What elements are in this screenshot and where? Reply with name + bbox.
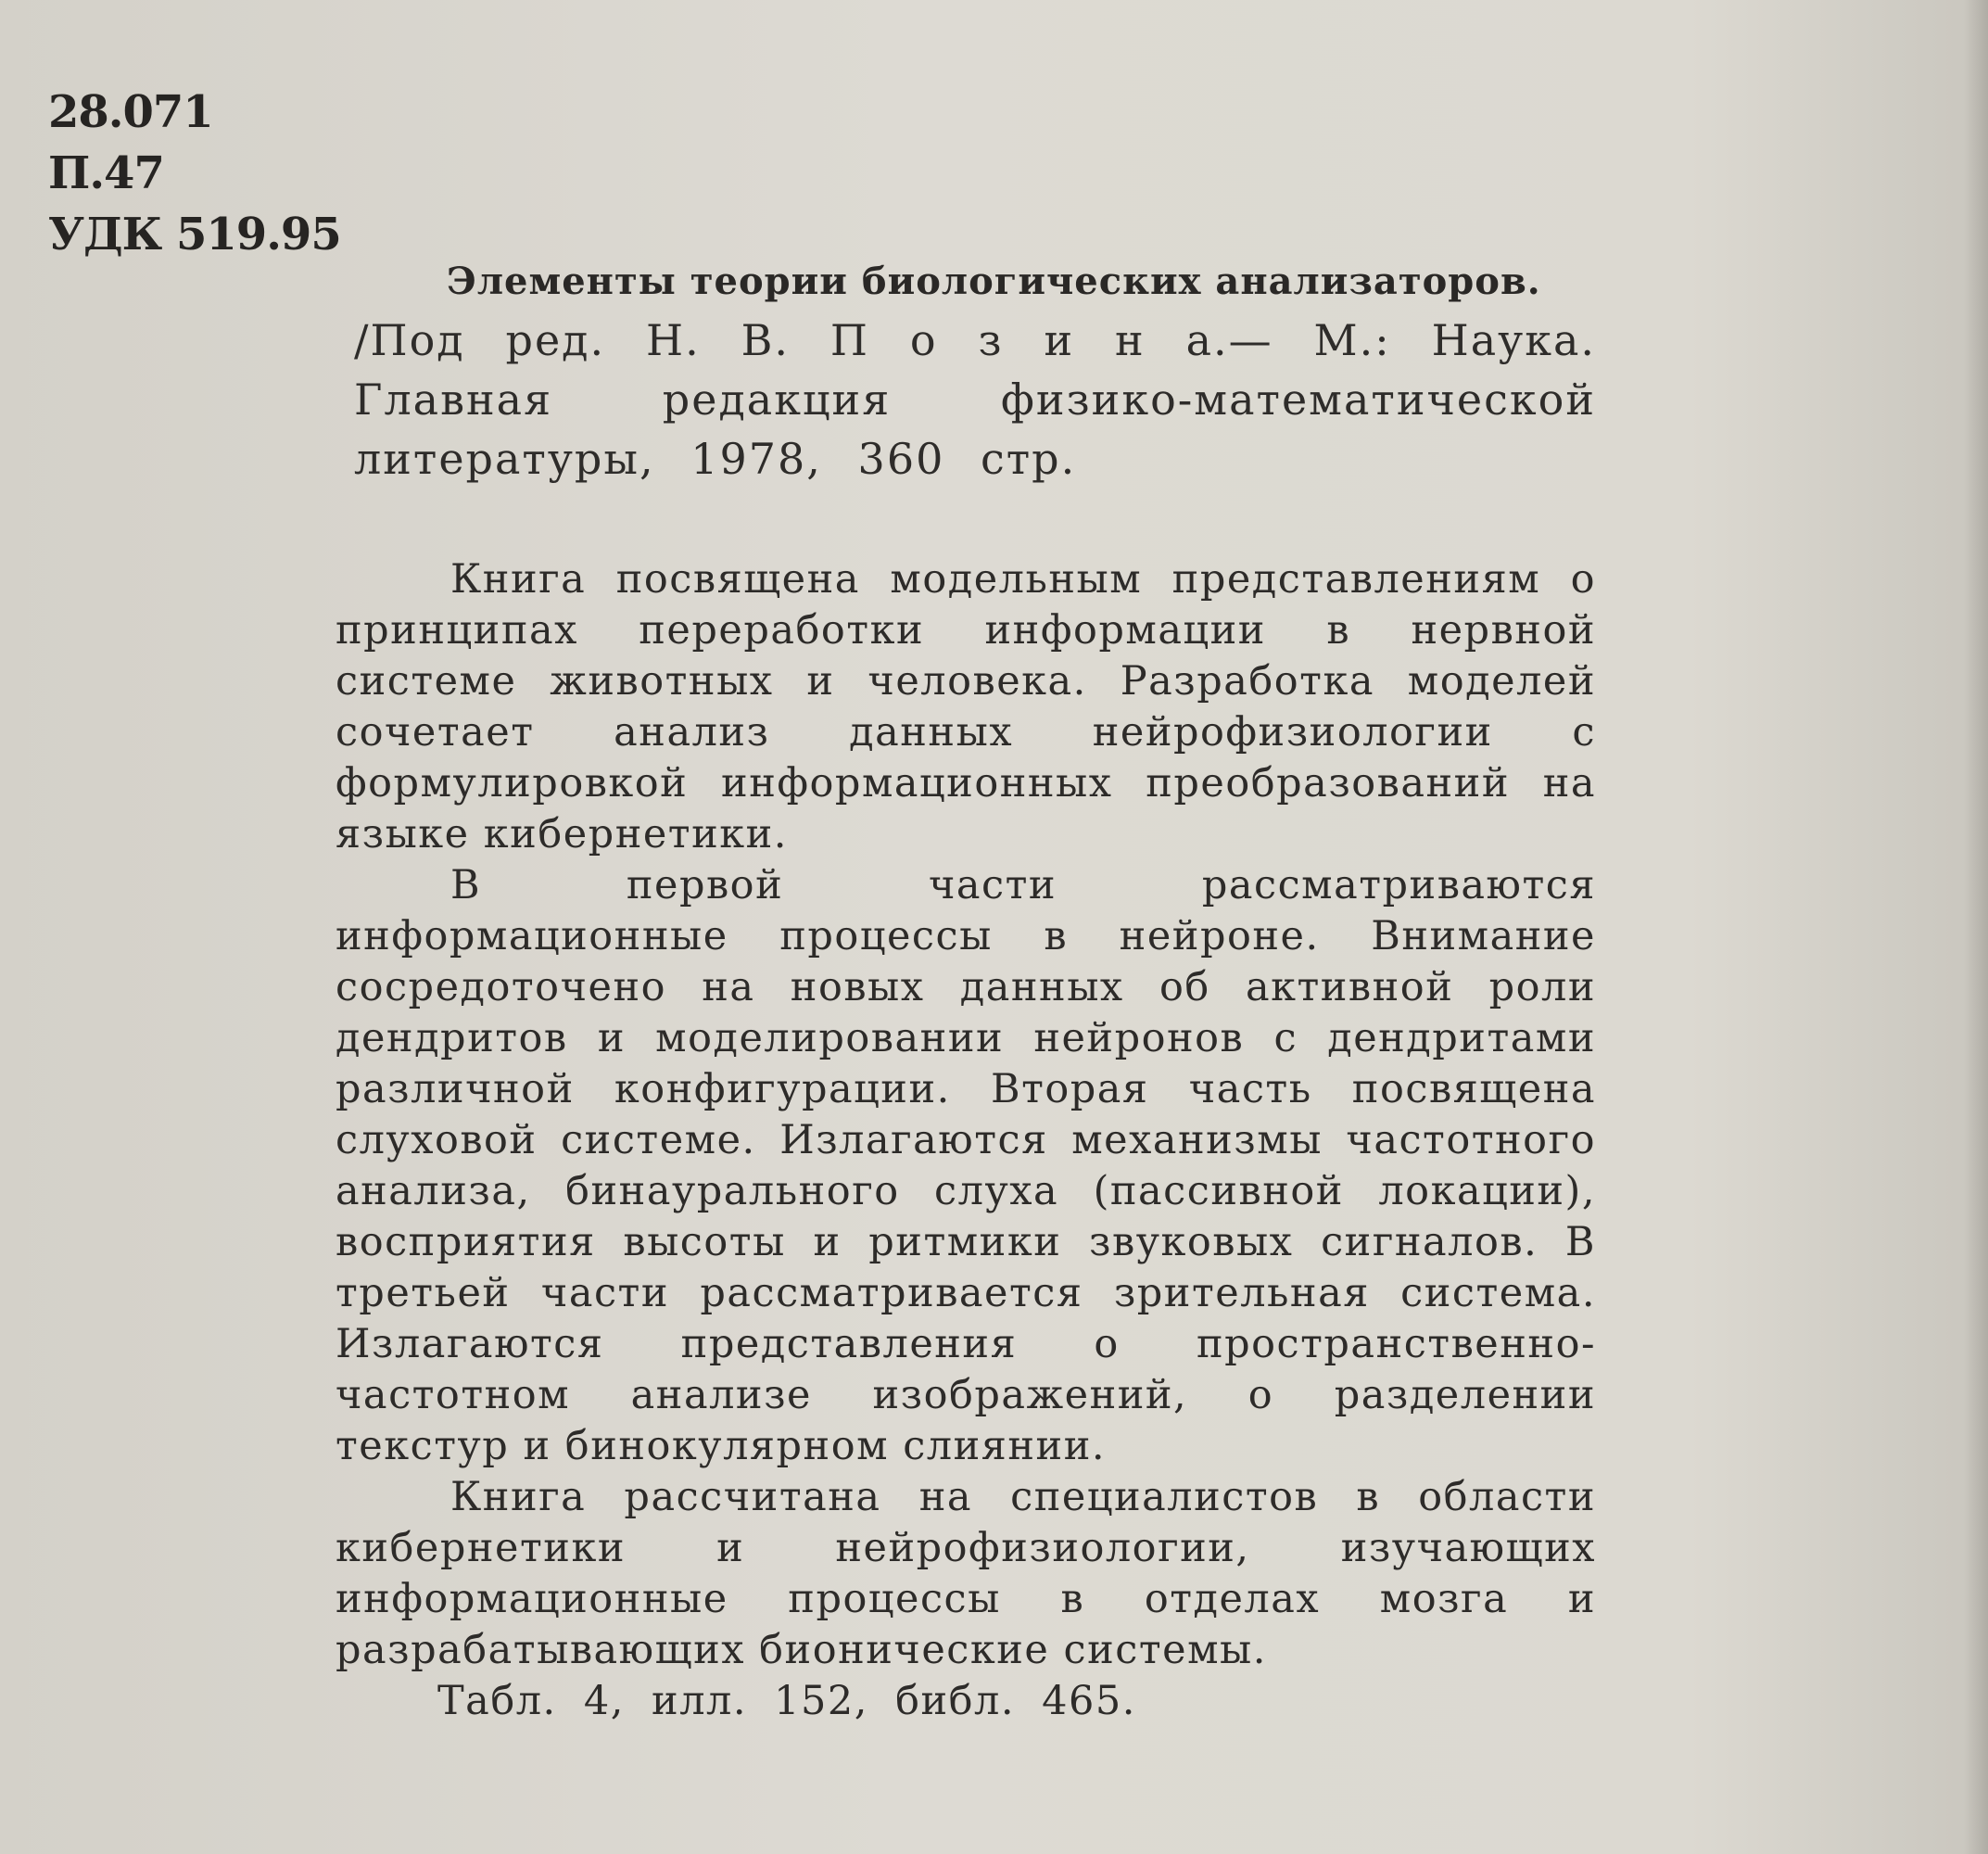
bibliographic-record — [354, 255, 1596, 489]
udc-code: УДК 519.95 — [48, 209, 341, 260]
author-mark: П.47 — [48, 147, 164, 199]
publication-details: /Под ред. Н. В. П о з и н а.— М.: Наука. Главная редакция физико-математической литературы, 1978, 360 стр. — [354, 315, 1596, 484]
abstract — [336, 554, 1596, 1727]
classification-code: 28.071 — [48, 86, 213, 138]
page-edge-shadow — [1964, 0, 1988, 1854]
abstract-paragraph: Книга посвящена модельным представлениям о принципах переработки информации в нервной системе животных и человека. Разработка моделей сочетает анализ данных нейрофизиологии с формулировкой информационных преобразований на языке кибернетики. — [336, 556, 1596, 857]
abstract-paragraph: В первой части рассматриваются информационные процессы в нейроне. Внимание сосредоточено на новых данных об активной роли дендритов и моделировании нейронов с дендритами различной конфигурации. Вторая часть посвящена слуховой системе. Излагаются механизмы частотного анализа, бинаурального слуха (пассивной локации), восприятия высоты и ритмики звуковых сигналов. В третьей части рассматривается зрительная система. Излагаются представления о пространственно-частотном анализе изображений, о разделении текстур и бинокулярном слиянии. — [336, 862, 1596, 1469]
catalog-codes — [48, 82, 341, 265]
book-title: Элементы теории биологических анализаторов. — [447, 260, 1541, 303]
tables-illustrations-summary: Табл. 4, илл. 152, библ. 465. — [437, 1678, 1136, 1724]
abstract-paragraph: Книга рассчитана на специалистов в области кибернетики и нейрофизиологии, изучающих информационные процессы в отделах мозга и разрабатывающих бионические системы. — [336, 1474, 1596, 1673]
